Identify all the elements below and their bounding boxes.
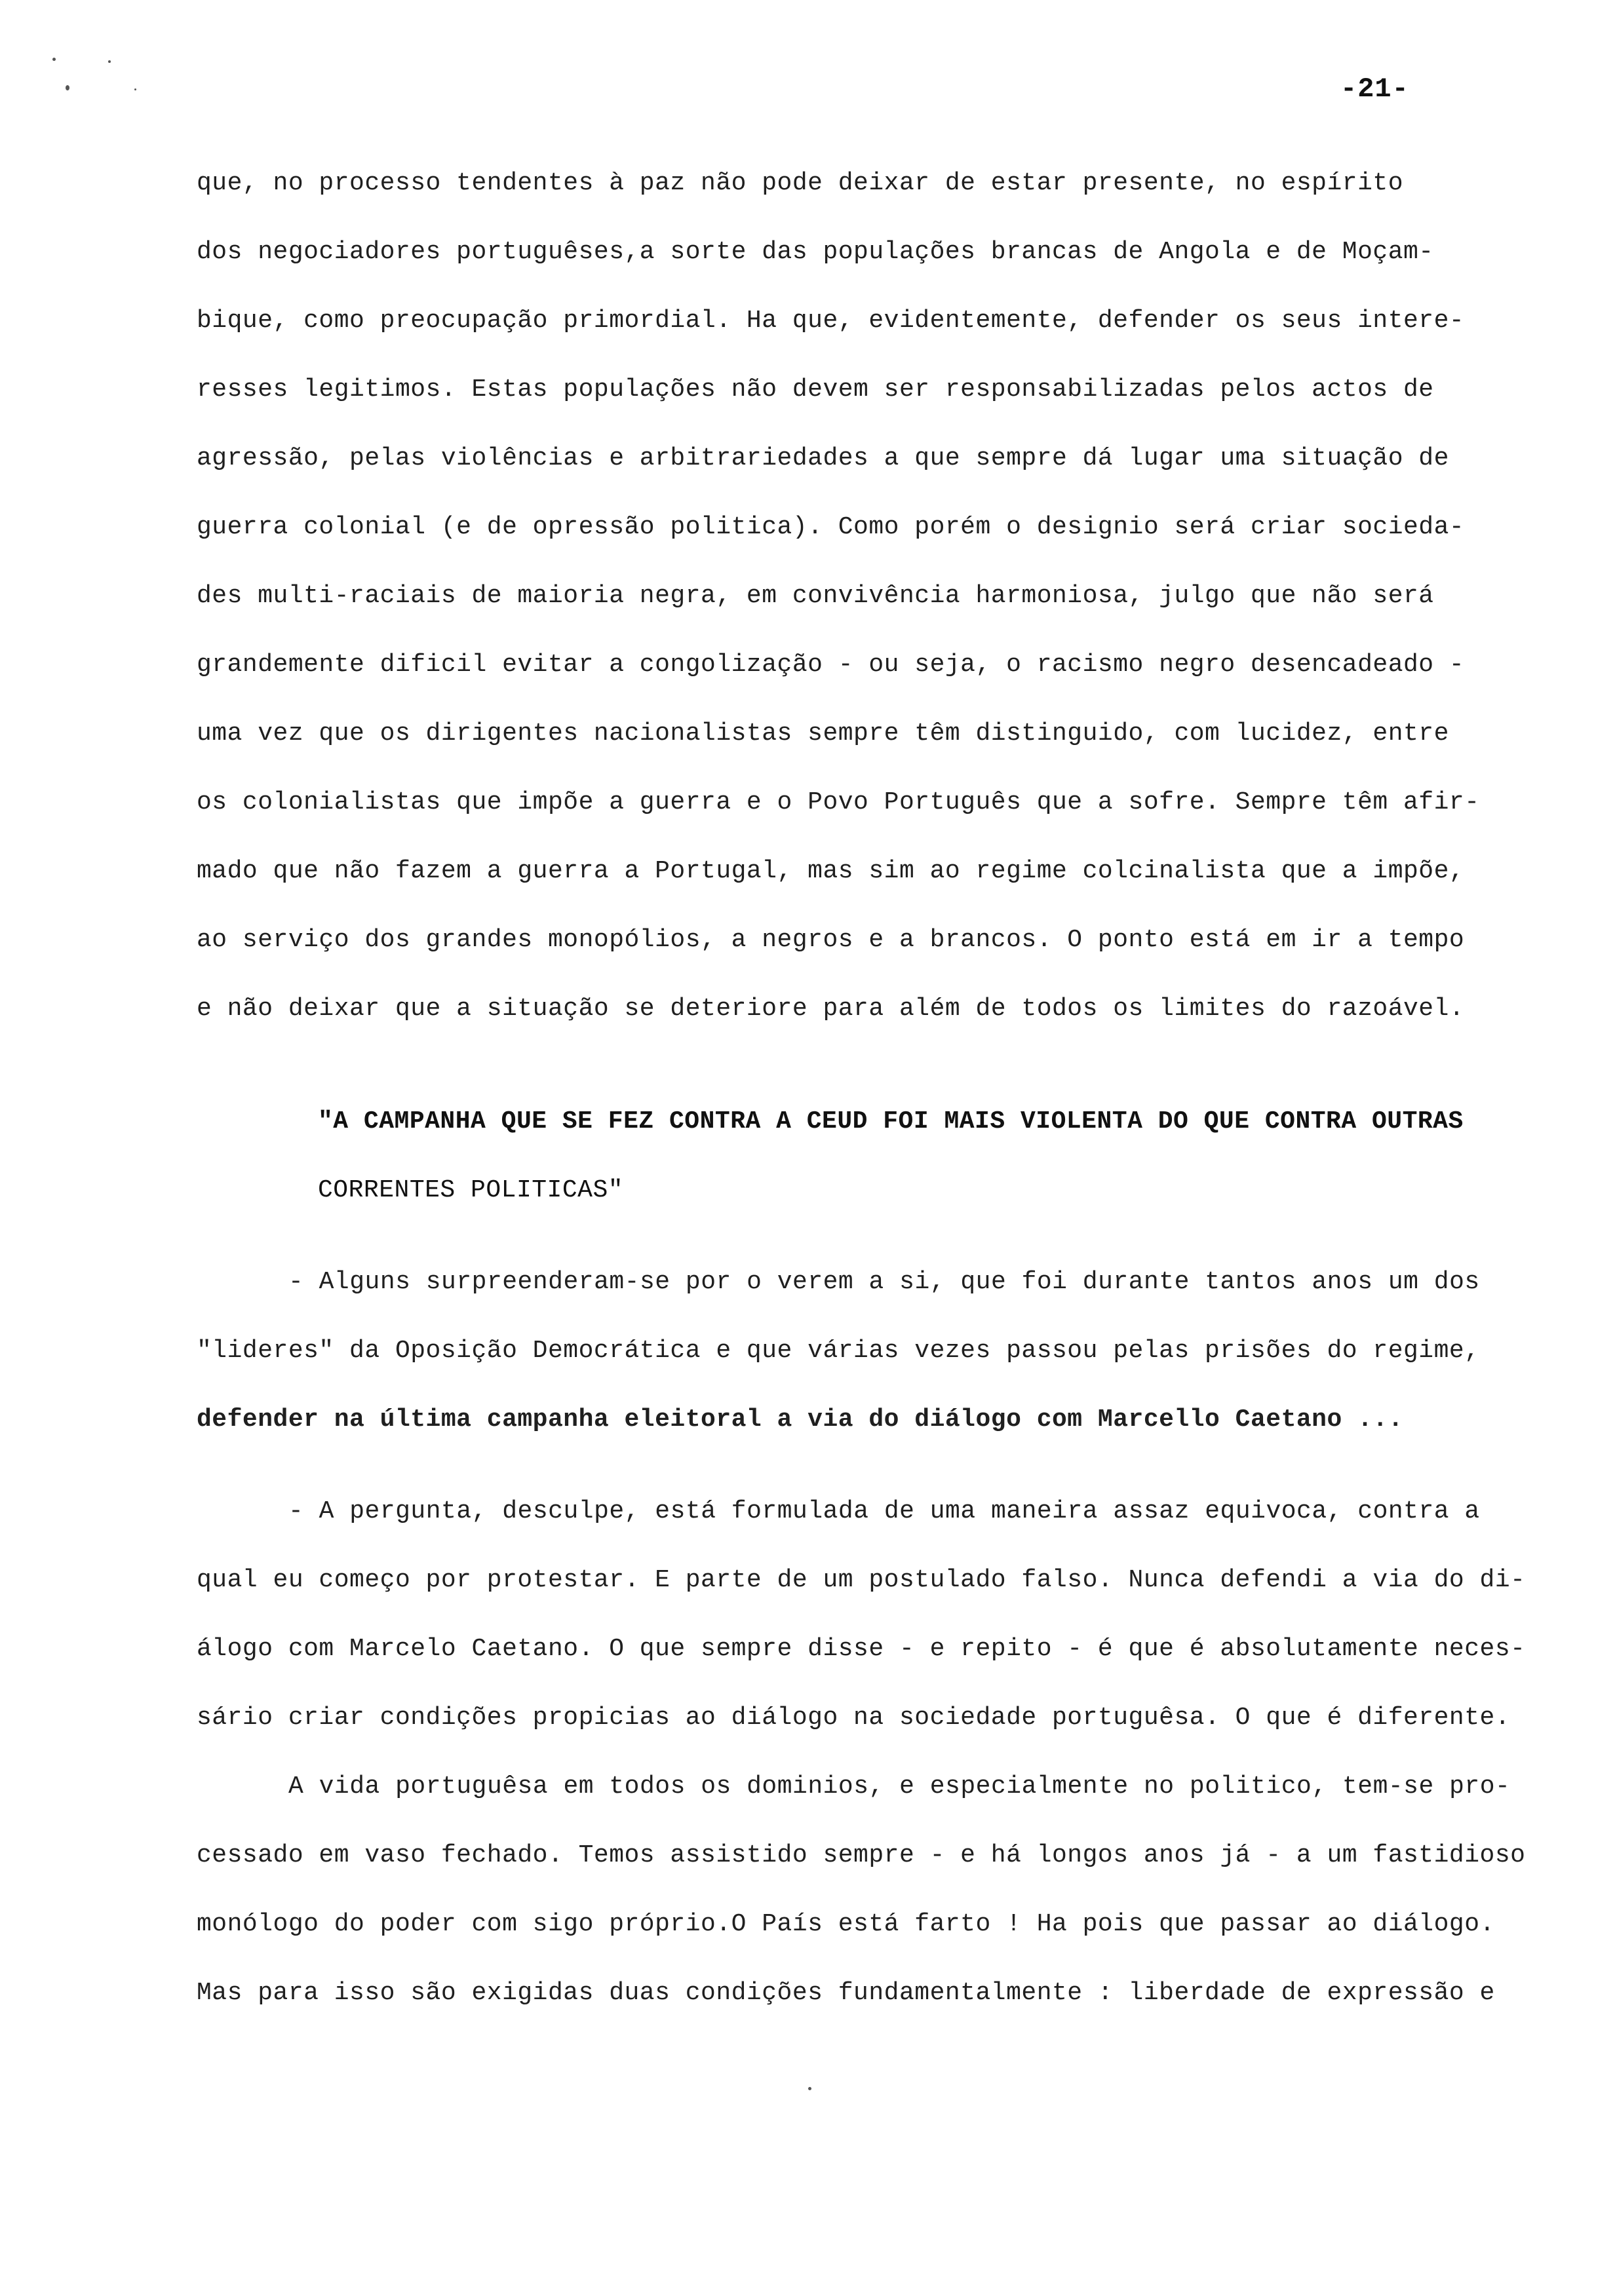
- scan-speck: [52, 58, 56, 61]
- text-line: dos negociadores portuguêses,a sorte das populações brancas de Angola e de Moçam-: [197, 238, 1434, 266]
- text-line: - A pergunta, desculpe, está formulada de uma maneira assaz equivoca, contra a: [288, 1497, 1480, 1525]
- text-line: Mas para isso são exigidas duas condições fundamentalmente : liberdade de expressão e: [197, 1979, 1495, 2007]
- text-line: os colonialistas que impõe a guerra e o Povo Português que a sofre. Sempre têm afir-: [197, 788, 1480, 816]
- scan-speck: [134, 88, 136, 90]
- text-line: guerra colonial (e de opressão politica). Como porém o designio será criar socieda-: [197, 513, 1465, 541]
- text-line: A vida portuguêsa em todos os dominios, e especialmente no politico, tem-se pro-: [288, 1772, 1511, 1801]
- text-line: des multi-raciais de maioria negra, em convivência harmoniosa, julgo que não será: [197, 582, 1434, 610]
- text-line: ao serviço dos grandes monopólios, a negros e a brancos. O ponto está em ir a tempo: [197, 926, 1465, 954]
- text-line: bique, como preocupação primordial. Ha que, evidentemente, defender os seus intere-: [197, 307, 1465, 335]
- text-line: qual eu começo por protestar. E parte de um postulado falso. Nunca defendi a via do di-: [197, 1566, 1526, 1594]
- heading-line: "A CAMPANHA QUE SE FEZ CONTRA A CEUD FOI MAIS VIOLENTA DO QUE CONTRA OUTRAS: [318, 1107, 1464, 1136]
- page-number: -21-: [1340, 73, 1409, 105]
- text-line: sário criar condições propicias ao diálogo na sociedade portuguêsa. O que é diferente.: [197, 1704, 1511, 1732]
- text-line: e não deixar que a situação se deteriore para além de todos os limites do razoável.: [197, 995, 1465, 1023]
- text-line: álogo com Marcelo Caetano. O que sempre disse - e repito - é que é absolutamente neces-: [197, 1635, 1526, 1663]
- text-line: - Alguns surpreenderam-se por o verem a si, que foi durante tantos anos um dos: [288, 1268, 1480, 1296]
- scan-speck: [66, 85, 69, 90]
- text-line: grandemente dificil evitar a congolização - ou seja, o racismo negro desencadeado -: [197, 651, 1465, 679]
- text-line: agressão, pelas violências e arbitrariedades a que sempre dá lugar uma situação de: [197, 444, 1449, 472]
- scan-speck: [108, 60, 111, 63]
- scan-speck: [808, 2087, 811, 2090]
- text-line: resses legitimos. Estas populações não devem ser responsabilizadas pelos actos de: [197, 375, 1434, 404]
- text-line: monólogo do poder com sigo próprio.O País está farto ! Ha pois que passar ao diálogo.: [197, 1910, 1495, 1938]
- text-line: que, no processo tendentes à paz não pode deixar de estar presente, no espírito: [197, 169, 1403, 197]
- text-line: mado que não fazem a guerra a Portugal, mas sim ao regime colcinalista que a impõe,: [197, 857, 1465, 885]
- text-line: uma vez que os dirigentes nacionalistas sempre têm distinguido, com lucidez, entre: [197, 719, 1449, 748]
- text-line: defender na última campanha eleitoral a via do diálogo com Marcello Caetano ...: [197, 1406, 1403, 1434]
- heading-line: CORRENTES POLITICAS": [318, 1176, 624, 1204]
- text-line: cessado em vaso fechado. Temos assistido sempre - e há longos anos já - a um fastidioso: [197, 1841, 1526, 1869]
- text-line: "lideres" da Oposição Democrática e que várias vezes passou pelas prisões do regime,: [197, 1337, 1480, 1365]
